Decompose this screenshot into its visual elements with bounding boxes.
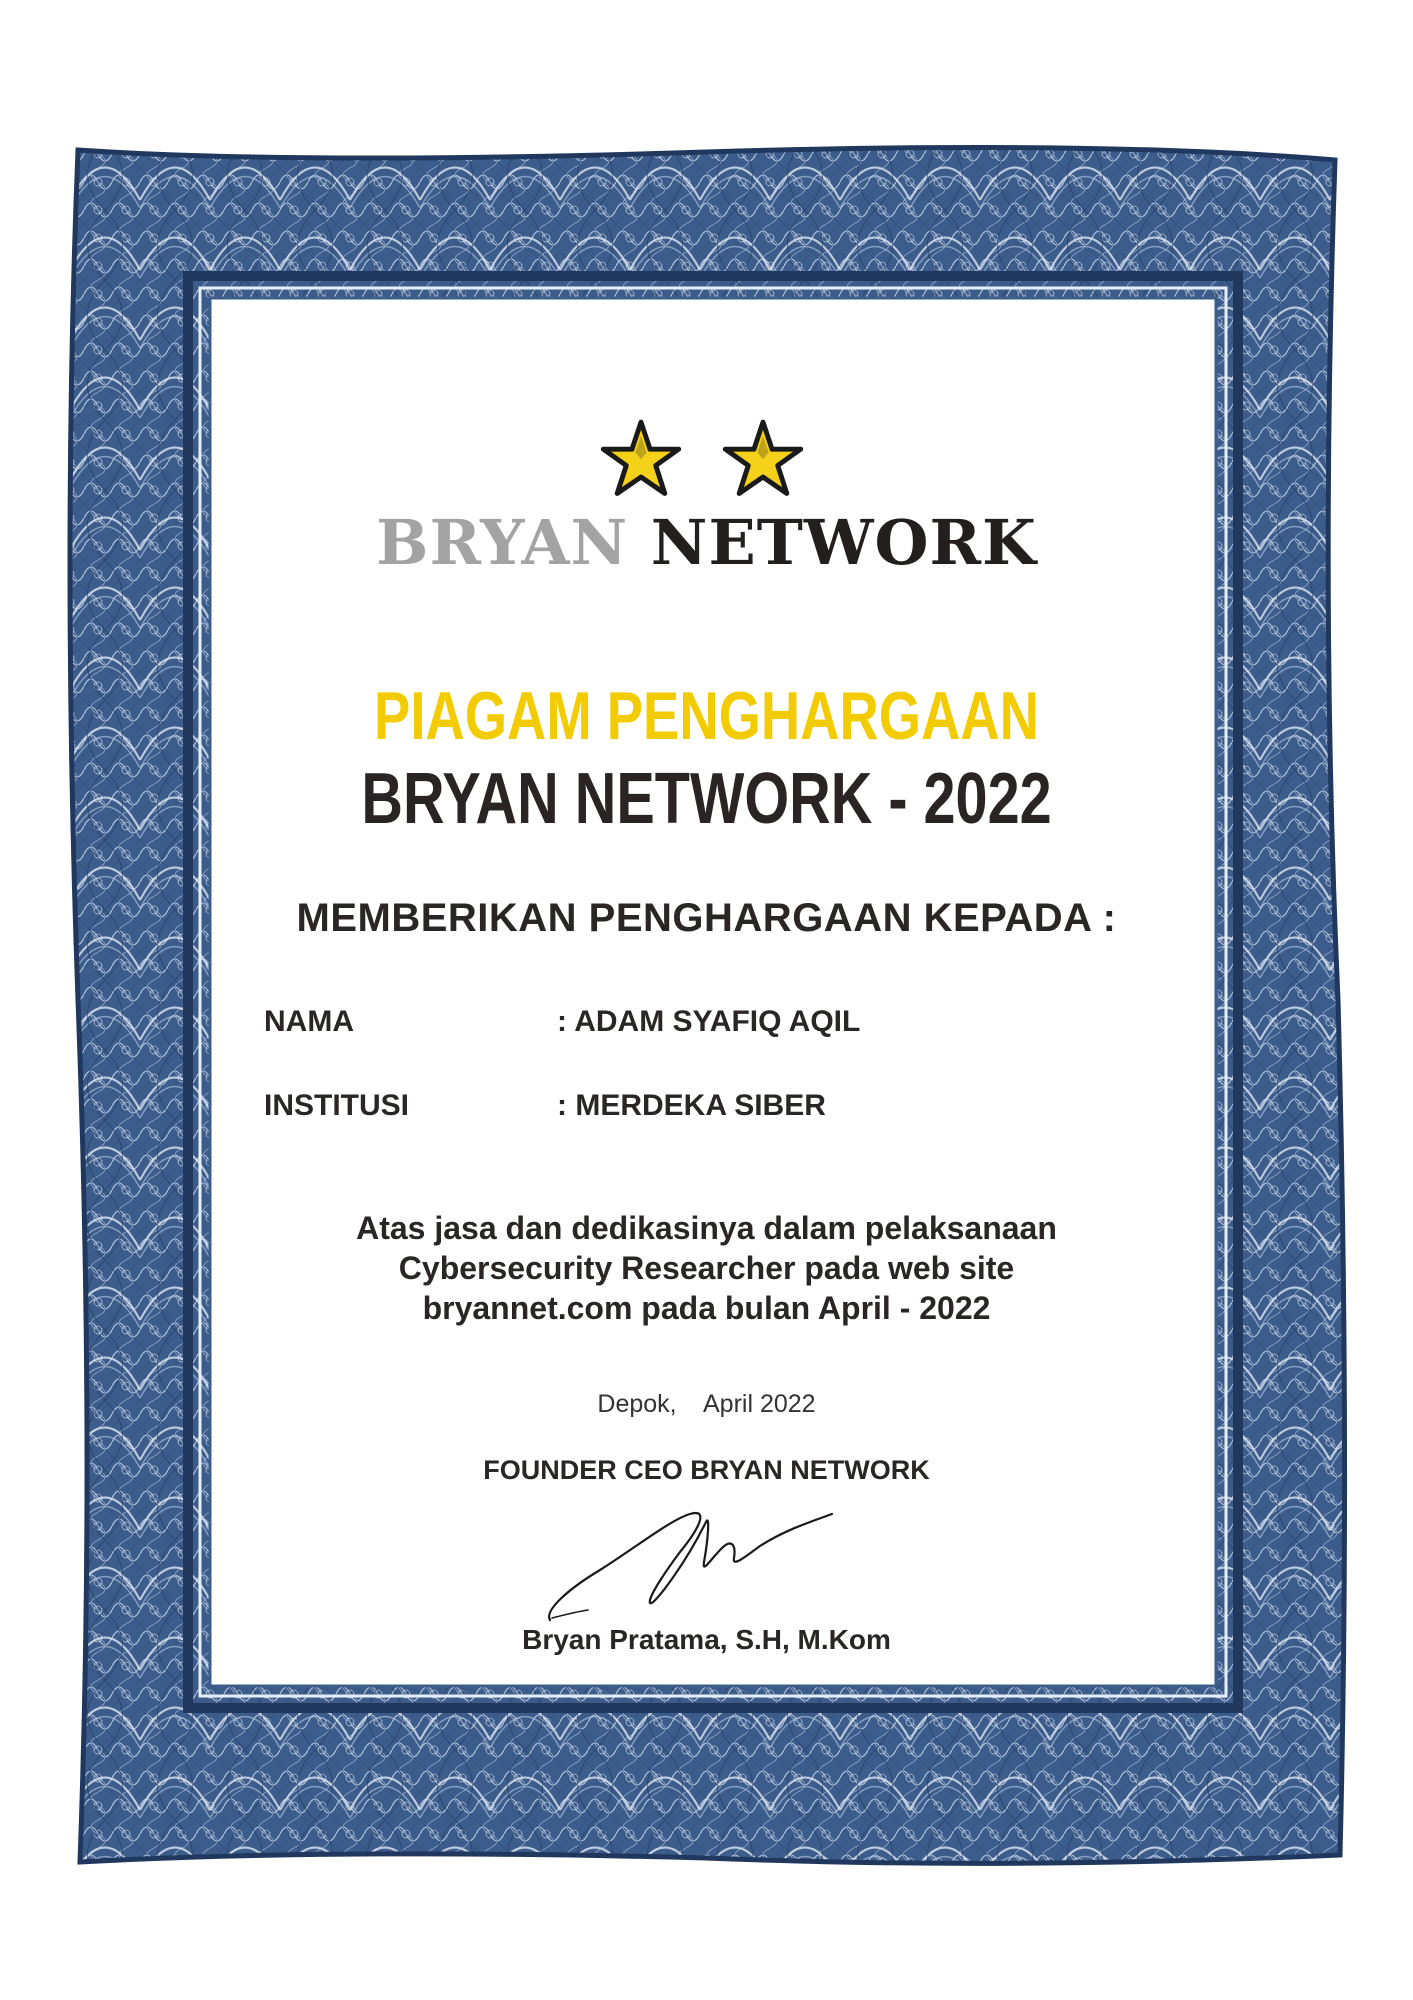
signer-name: Bryan Pratama, S.H, M.Kom [522,1624,891,1655]
award-lead-text: MEMBERIKAN PENGHARGAAN KEPADA : [296,896,1117,940]
name-label: NAMA [264,1005,354,1038]
award-description [250,1208,1163,1328]
signature [540,1500,860,1630]
description-line: Atas jasa dan dedikasinya dalam pelaksanaan [356,1210,1057,1246]
brand-word-bryan: BRYAN [376,506,629,579]
institution-label: INSTITUSI [264,1089,410,1122]
name-value: : ADAM SYAFIQ AQIL [557,1005,861,1038]
star-icon [600,418,682,500]
institution-value: : MERDEKA SIBER [557,1089,826,1122]
star-icon [722,418,804,500]
signer-position: FOUNDER CEO BRYAN NETWORK [483,1455,930,1485]
place-date: Depok, April 2022 [597,1390,816,1418]
certificate-title: PIAGAM PENGHARGAAN [374,678,1039,754]
brand-logo-text [300,503,1113,583]
description-line: bryannet.com pada bulan April - 2022 [422,1290,991,1326]
recipient-institution-row [264,1089,1064,1139]
brand-stars [600,418,820,508]
certificate-subtitle: BRYAN NETWORK - 2022 [361,759,1052,839]
description-line: Cybersecurity Researcher pada web site [398,1250,1015,1286]
brand-word-network: NETWORK [650,506,1037,579]
recipient-name-row [264,1005,1064,1055]
